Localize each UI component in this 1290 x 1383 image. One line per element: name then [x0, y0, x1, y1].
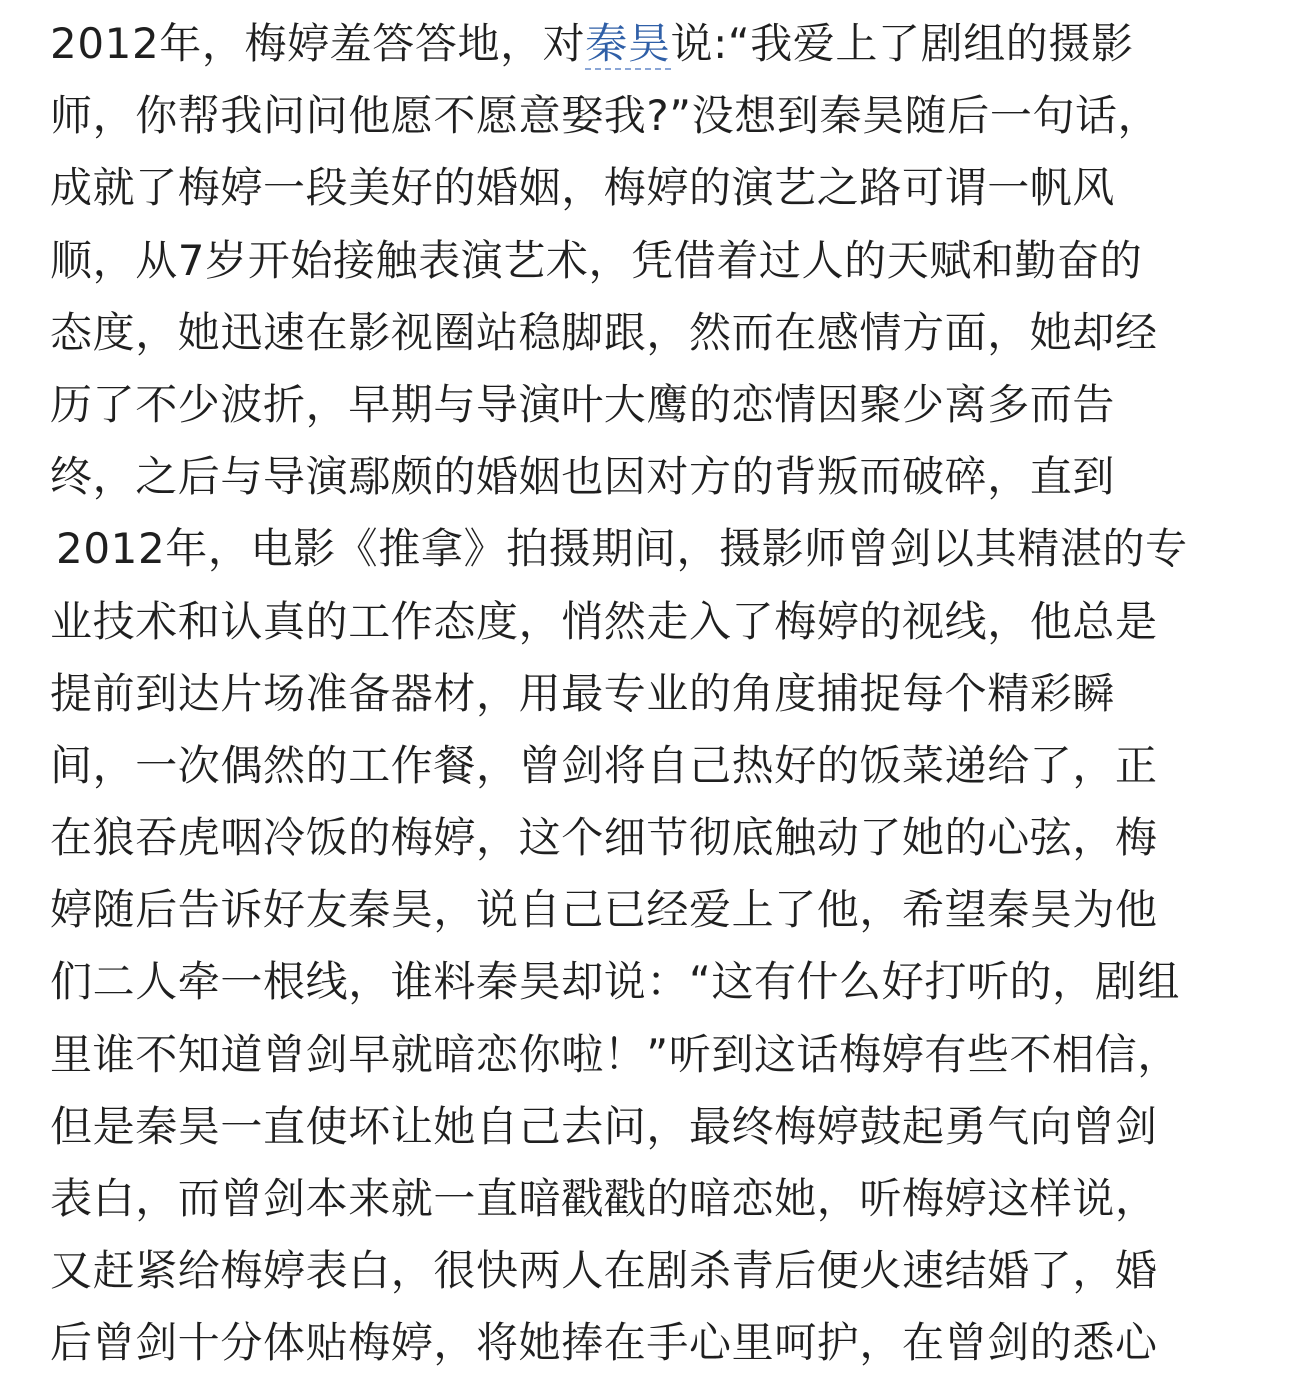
text-line-4: 顺，从7岁开始接触表演艺术，凭借着过人的天赋和勤奋的 — [50, 235, 1143, 285]
text-line-7: 终，之后与导演鄢颇的婚姻也因对方的背叛而破碎，直到 — [50, 452, 1116, 502]
text-line-6: 历了不少波折，早期与导演叶大鹰的恋情因聚少离多而告 — [50, 379, 1116, 429]
text-line-14: 们二人牵一根线，谁料秦昊却说：“这有什么好打听的，剧组 — [50, 957, 1180, 1007]
text-line-17: 表白，而曾剑本来就一直暗戳戳的暗恋她，听梅婷这样说， — [50, 1174, 1158, 1223]
text-line-19: 后曾剑十分体贴梅婷，将她捧在手心里呵护，在曾剑的悉心 — [50, 1318, 1158, 1368]
text-line-5: 态度，她迅速在影视圈站稳脚跟，然而在感情方面，她却经 — [50, 307, 1158, 357]
text-line-1 — [50, 8, 1275, 80]
text-line-8: 2012年，电影《推拿》拍摄期间，摄影师曾剑以其精湛的专 — [56, 524, 1188, 574]
text-line-9: 业技术和认真的工作态度，悄然走入了梅婷的视线，他总是 — [50, 596, 1158, 646]
text-line-18: 又赶紧给梅婷表白，很快两人在剧杀青后便火速结婚了，婚 — [50, 1246, 1158, 1296]
text-line-13: 婷随后告诉好友秦昊，说自己已经爱上了他，希望秦昊为他 — [50, 885, 1158, 935]
article-body — [50, 8, 1275, 1380]
text-line-10: 提前到达片场准备器材，用最专业的角度捕捉每个精彩瞬 — [50, 668, 1116, 718]
text-line-11: 间，一次偶然的工作餐，曾剑将自己热好的饭菜递给了，正 — [50, 740, 1158, 790]
person-link-qinhao[interactable]: 秦昊 — [585, 19, 671, 68]
text-line-12: 在狼吞虎咽冷饭的梅婷，这个细节彻底触动了她的心弦，梅 — [50, 813, 1158, 863]
text-line-15: 里谁不知道曾剑早就暗恋你啦！”听到这话梅婷有些不相信， — [50, 1029, 1180, 1079]
text-line-16: 但是秦昊一直使坏让她自己去问，最终梅婷鼓起勇气向曾剑 — [50, 1101, 1158, 1151]
text-line-3: 成就了梅婷一段美好的婚姻，梅婷的演艺之路可谓一帆风 — [50, 163, 1116, 213]
text-line-2: 师，你帮我问问他愿不愿意娶我?”没想到秦昊随后一句话， — [50, 91, 1161, 141]
text-segment: 2012年，梅婷羞答答地，对 — [50, 19, 586, 68]
text-segment: 说:“我爱上了剧组的摄影 — [670, 19, 1134, 68]
